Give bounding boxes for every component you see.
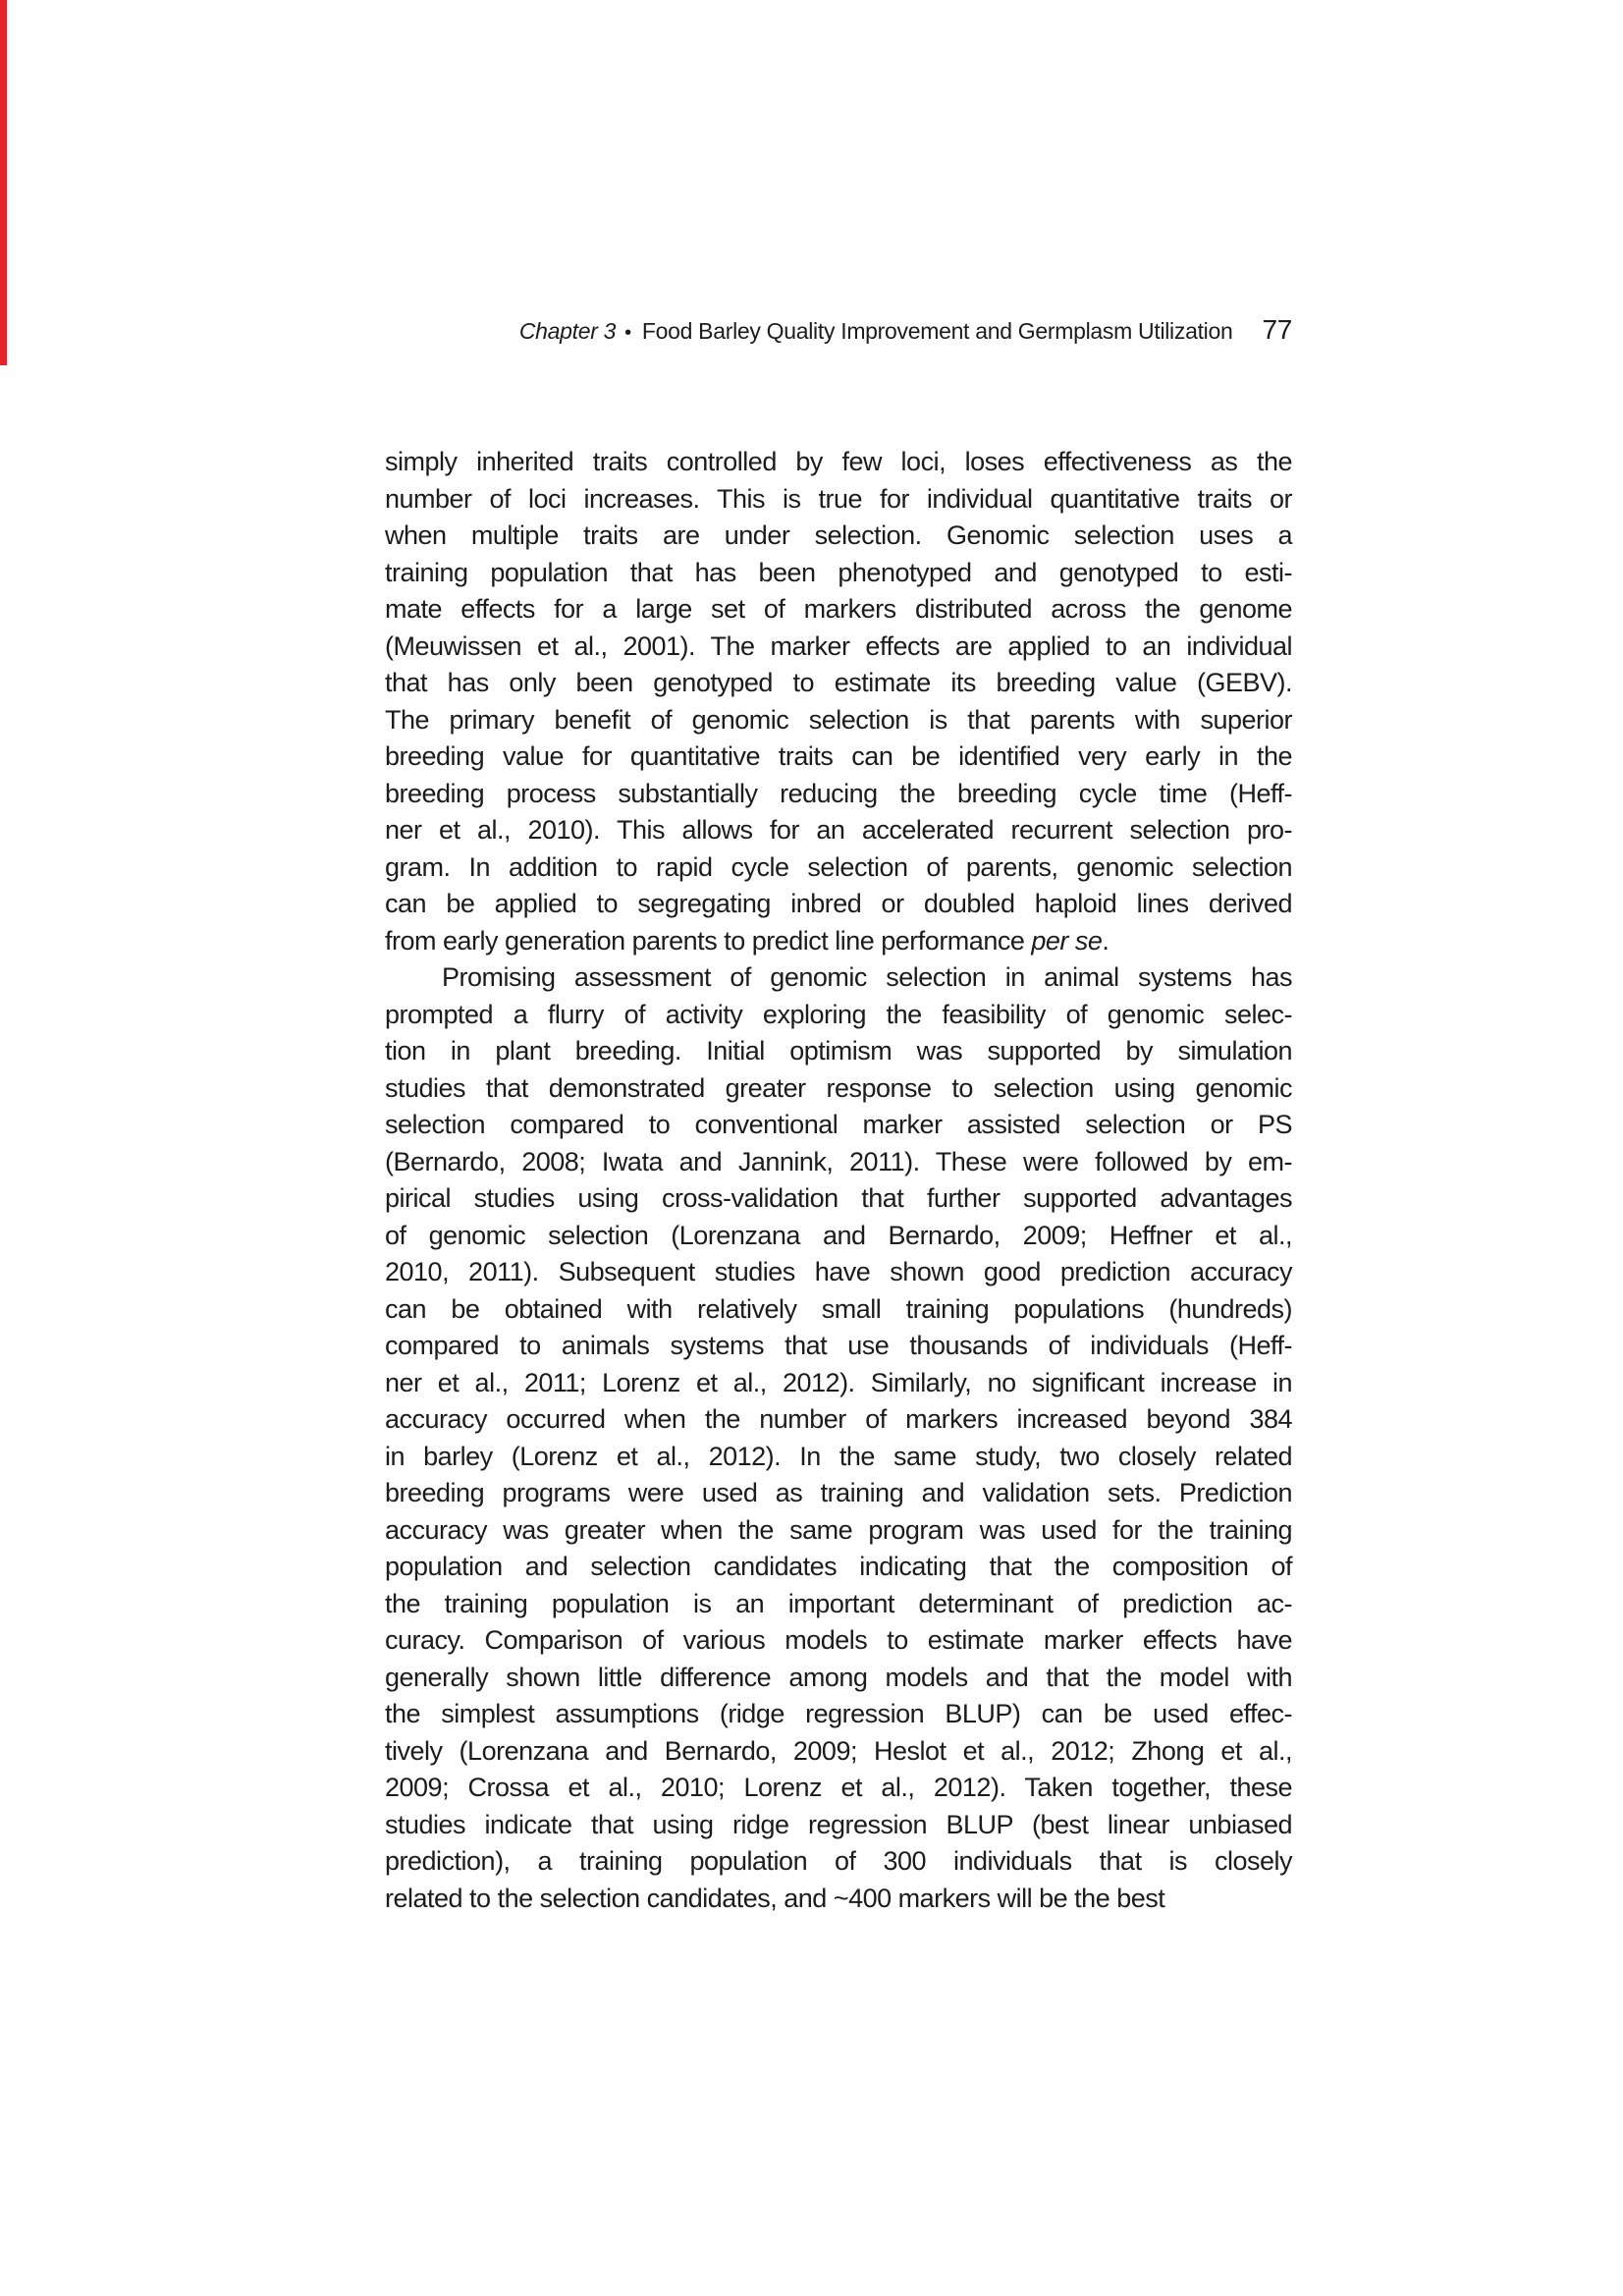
text-line: pirical studies using cross-validation that further supported advantages [385,1183,1292,1213]
text-line: when multiple traits are under selection. Genomic selection uses a [385,520,1292,550]
text-line [385,923,1292,960]
text-line: the simplest assumptions (ridge regression BLUP) can be used effec- [385,1699,1292,1728]
text-line: related to the selection candidates, and ~400 markers will be the best [385,1883,1165,1913]
text-line: the training population is an important determinant of prediction ac- [385,1588,1292,1618]
page-number: 77 [1262,314,1292,345]
text-line: prediction), a training population of 300 individuals that is closely [385,1846,1292,1876]
text-line: ner et al., 2010). This allows for an accelerated recurrent selection pro- [385,815,1292,845]
paragraph [385,444,1292,959]
text-line: breeding value for quantitative traits can be identified very early in the [385,741,1292,771]
text-line: training population that has been phenotyped and genotyped to esti- [385,557,1292,587]
text-line: breeding process substantially reducing the breeding cycle time (Heff- [385,778,1292,808]
text-line: in barley (Lorenz et al., 2012). In the same study, two closely related [385,1441,1292,1471]
text-line: number of loci increases. This is true for individual quantitative traits or [385,483,1292,514]
italic-text: per se [1031,925,1103,956]
text-line: population and selection candidates indicating that the composition of [385,1552,1292,1581]
running-header [385,314,1292,346]
text-line: can be applied to segregating inbred or doubled haploid lines derived [385,889,1292,918]
text-line: compared to animals systems that use thousands of individuals (Heff- [385,1331,1292,1360]
running-title: Food Barley Quality Improvement and Germplasm Utilization [641,318,1233,344]
text-line: (Bernardo, 2008; Iwata and Jannink, 2011). These were followed by em- [385,1146,1292,1176]
text-line: breeding programs were used as training and validation sets. Prediction [385,1478,1292,1507]
text-line: studies indicate that using ridge regression BLUP (best linear unbiased [385,1809,1292,1839]
text-line: simply inherited traits controlled by few loci, loses effectiveness as the [385,447,1292,476]
text-line: of genomic selection (Lorenzana and Bernardo, 2009; Heffner et al., [385,1220,1292,1250]
bullet-separator-icon: • [624,322,631,344]
text-line: accuracy occurred when the number of markers increased beyond 384 [385,1404,1292,1434]
body-text [385,444,1292,1917]
scan-edge-strip [0,0,7,365]
text-line: gram. In addition to rapid cycle selection of parents, genomic selection [385,851,1292,882]
text-line: can be obtained with relatively small training populations (hundreds) [385,1293,1292,1324]
text-line: tively (Lorenzana and Bernardo, 2009; Heslot et al., 2012; Zhong et al., [385,1735,1292,1766]
text-segment: . [1102,925,1109,956]
paragraph [385,959,1292,1917]
text-line: The primary benefit of genomic selection is that parents with superior [385,704,1292,735]
text-line: mate effects for a large set of markers distributed across the genome [385,594,1292,624]
text-line: (Meuwissen et al., 2001). The marker effects are applied to an individual [385,630,1292,661]
text-line: generally shown little difference among models and that the model with [385,1662,1292,1692]
text-line: ner et al., 2011; Lorenz et al., 2012). Similarly, no significant increase in [385,1367,1292,1397]
text-line: prompted a flurry of activity exploring the feasibility of genomic selec- [385,999,1292,1029]
text-line: that has only been genotyped to estimate its breeding value (GEBV). [385,668,1292,697]
text-segment: from early generation parents to predict line performance [385,925,1032,956]
text-line: Promising assessment of genomic selection in animal systems has [442,962,1292,992]
text-line: selection compared to conventional marker assisted selection or PS [385,1110,1292,1139]
chapter-label: Chapter 3 [518,318,617,344]
text-line: accuracy was greater when the same program was used for the training [385,1514,1292,1545]
text-line: 2009; Crossa et al., 2010; Lorenz et al., 2012). Taken together, these [385,1773,1292,1802]
text-line: studies that demonstrated greater response to selection using genomic [385,1072,1292,1103]
text-line: 2010, 2011). Subsequent studies have shown good prediction accuracy [385,1257,1292,1286]
text-line: curacy. Comparison of various models to estimate marker effects have [385,1625,1292,1655]
text-line: tion in plant breeding. Initial optimism was supported by simulation [385,1036,1292,1066]
